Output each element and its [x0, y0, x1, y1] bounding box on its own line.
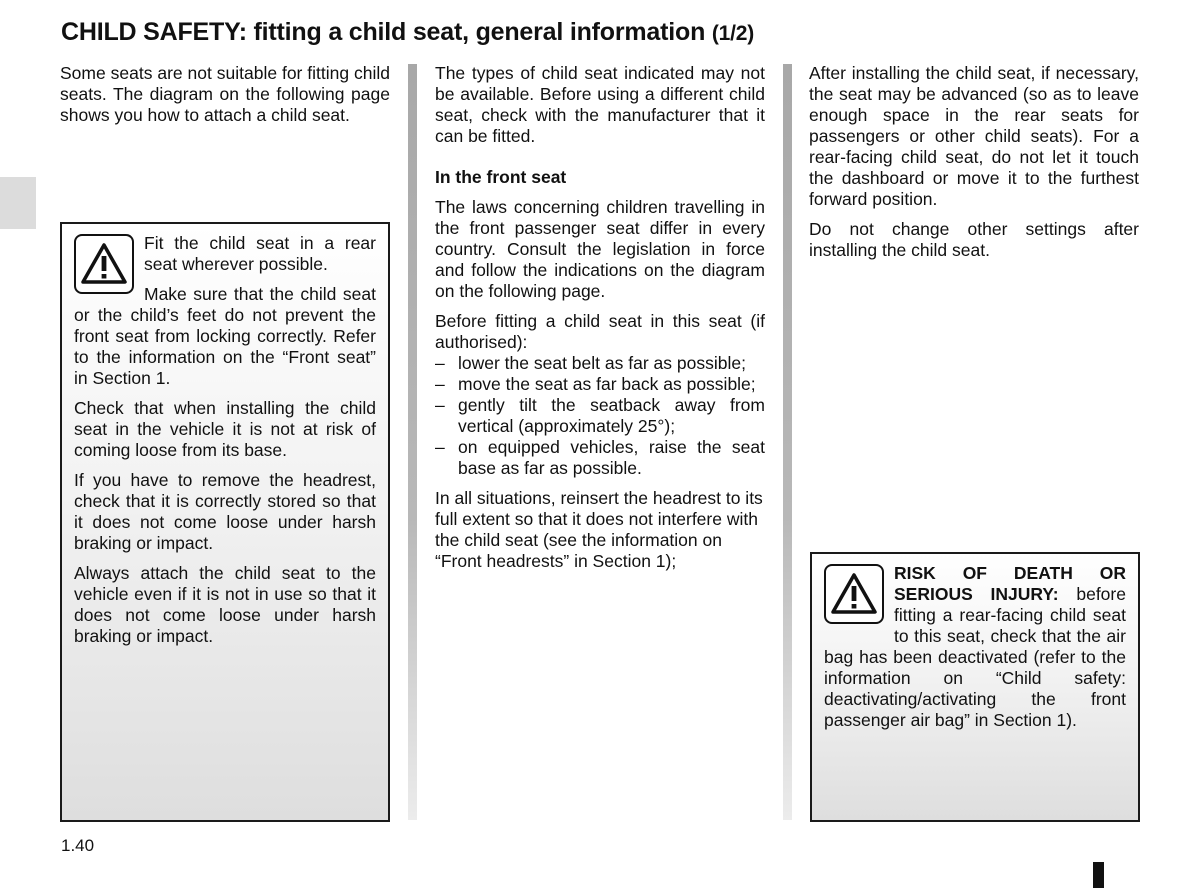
seat-types-paragraph: The types of child seat indicated may not be available. Before using a different child seat, check with the manufacturer that it can be fitted.	[435, 63, 765, 146]
column-1	[60, 63, 390, 135]
airbag-warning-body: before fitting a rear-facing child seat to this seat, check that the air bag has been deactivated (refer to the information on “Child safety: deactivating/activating the front passenger air bag” in Section 1).	[824, 584, 1126, 730]
page-number: 1.40	[61, 836, 95, 855]
warning-box-airbag	[810, 552, 1140, 822]
warning1-paragraph-2: Make sure that the child seat or the child’s feet do not prevent the front seat from locking correctly. Refer to the information on the “Front seat” in Section 1.	[74, 284, 376, 388]
seat-advance-paragraph: After installing the child seat, if necessary, the seat may be advanced (so as to leave enough space in the rear seats for passengers or other child seats). For a rear-facing child seat, do not let it touch the dashboard or move it to the furthest forward position.	[809, 63, 1139, 209]
column-divider-2	[783, 64, 792, 820]
column-3	[809, 63, 1139, 270]
section-tab-marker	[0, 177, 36, 229]
warning1-paragraph-4: If you have to remove the headrest, check that it is correctly stored so that it does not come loose under harsh braking or impact.	[74, 470, 376, 553]
headrest-paragraph: In all situations, reinsert the headrest to its full extent so that it does not interfere with the child seat (see the information on “Front headrests” in Section 1);	[435, 488, 763, 571]
column-divider-1	[408, 64, 417, 820]
risk-warning-lead: RISK OF DEATH OR SERIOUS INJURY:	[894, 563, 1126, 604]
intro-paragraph: Some seats are not suitable for fitting child seats. The diagram on the following page shows you how to attach a child seat.	[60, 63, 390, 125]
list-item: – move the seat as far back as possible;	[435, 374, 765, 395]
warning1-paragraph-1: Fit the child seat in a rear seat wherever possible.	[144, 233, 376, 274]
no-change-paragraph: Do not change other settings after installing the child seat.	[809, 219, 1139, 260]
page-title-suffix: (1/2)	[711, 22, 755, 45]
front-seat-heading: In the front seat	[435, 167, 567, 187]
page-title	[61, 18, 754, 47]
list-item: – lower the seat belt as far as possible;	[435, 353, 765, 374]
warning-triangle-icon	[824, 564, 884, 624]
warning1-paragraph-5: Always attach the child seat to the vehicle even if it is not in use so that it does not come loose under harsh braking or impact.	[74, 563, 376, 646]
fitting-steps-list	[435, 353, 765, 479]
warning-triangle-icon	[74, 234, 134, 294]
list-item: – gently tilt the seatback away from vertical (approximately 25°);	[435, 395, 765, 437]
warning1-paragraph-3: Check that when installing the child seat in the vehicle it is not at risk of coming loose from its base.	[74, 398, 376, 460]
page-title-text: CHILD SAFETY: fitting a child seat, general information	[61, 18, 706, 46]
list-item: – on equipped vehicles, raise the seat base as far as possible.	[435, 437, 765, 479]
corner-tab-marker	[1093, 862, 1104, 888]
warning-box-rear-seat	[60, 222, 390, 822]
laws-paragraph: The laws concerning children travelling in the front passenger seat differ in every country. Consult the legislation in force and follow the indications on the diagram on the following page.	[435, 197, 765, 301]
column-2	[435, 63, 765, 581]
before-fitting-paragraph: Before fitting a child seat in this seat (if authorised):	[435, 311, 765, 352]
